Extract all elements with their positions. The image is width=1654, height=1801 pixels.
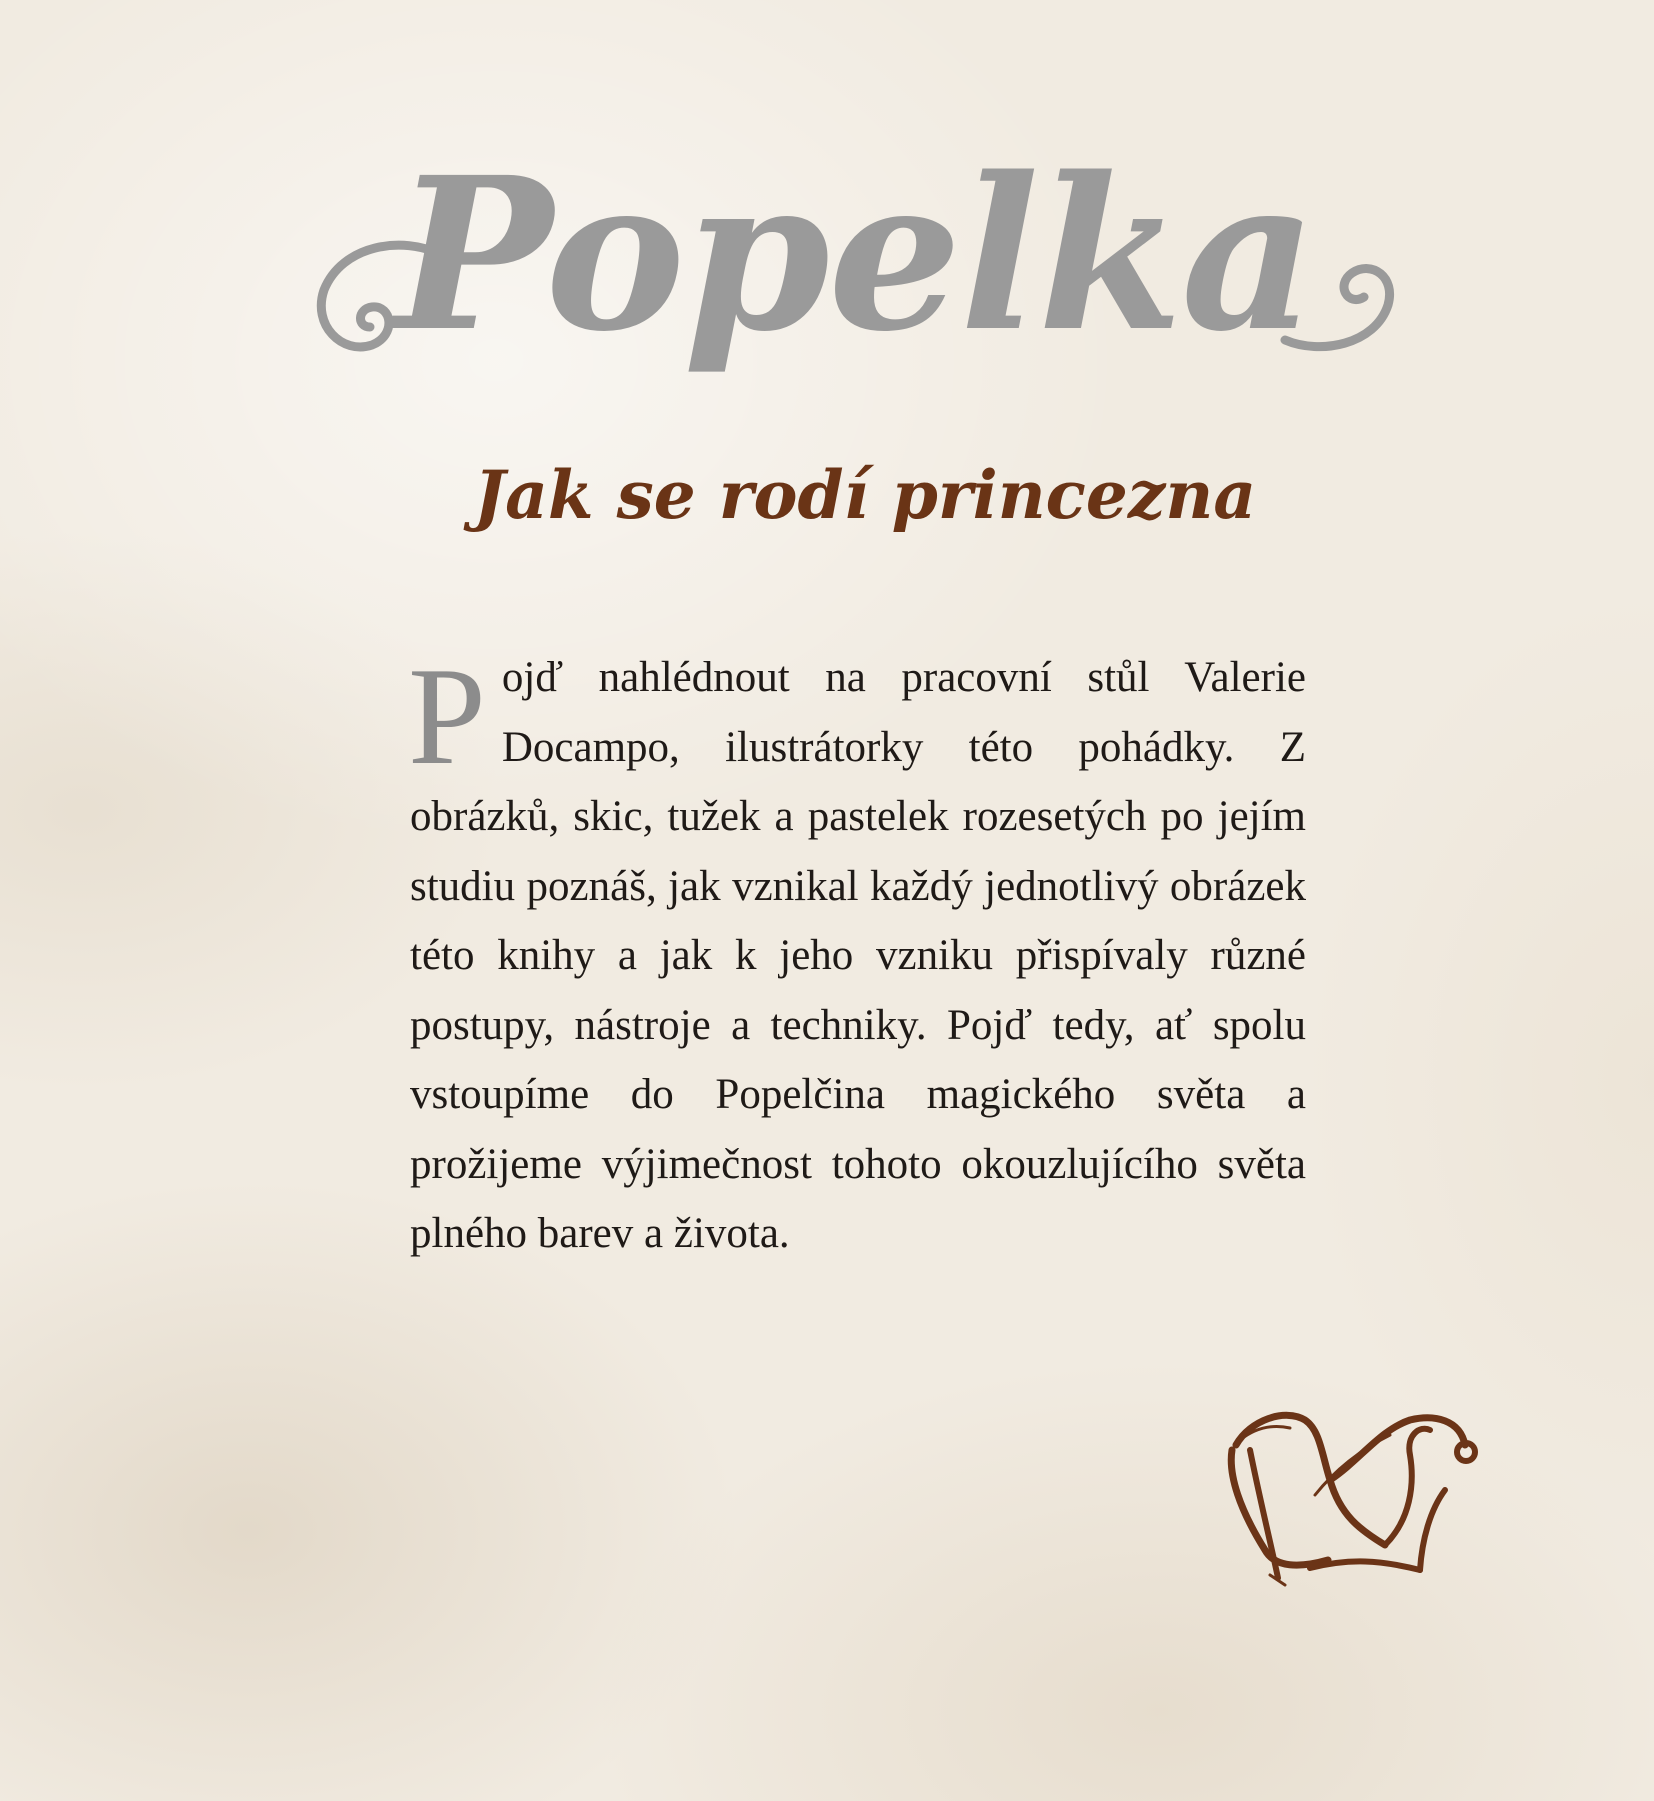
book-subtitle: Jak se rodí princezna bbox=[473, 456, 1257, 534]
glass-slipper-sketch-icon bbox=[1210, 1400, 1480, 1590]
intro-paragraph bbox=[408, 639, 1306, 1269]
drop-cap: P bbox=[408, 639, 486, 794]
intro-paragraph-text: ojď nahlédnout na pracovní stůl Valerie Docampo, ilustrátorky této pohádky. Z obrázků, skic, tužek a pastelek rozesetých po jejím studiu poznáš, jak vznikal každý jednotlivý obrázek této knihy a jak k jeho vzniku přispívaly různé postupy, nástroje a techniky. Pojď tedy, ať spolu vstoupíme do Popelčina magického světa a prožijeme výjimečnost tohoto okouzlujícího světa plného barev a života. bbox=[410, 654, 1306, 1257]
book-title: Popelka bbox=[394, 131, 1316, 378]
